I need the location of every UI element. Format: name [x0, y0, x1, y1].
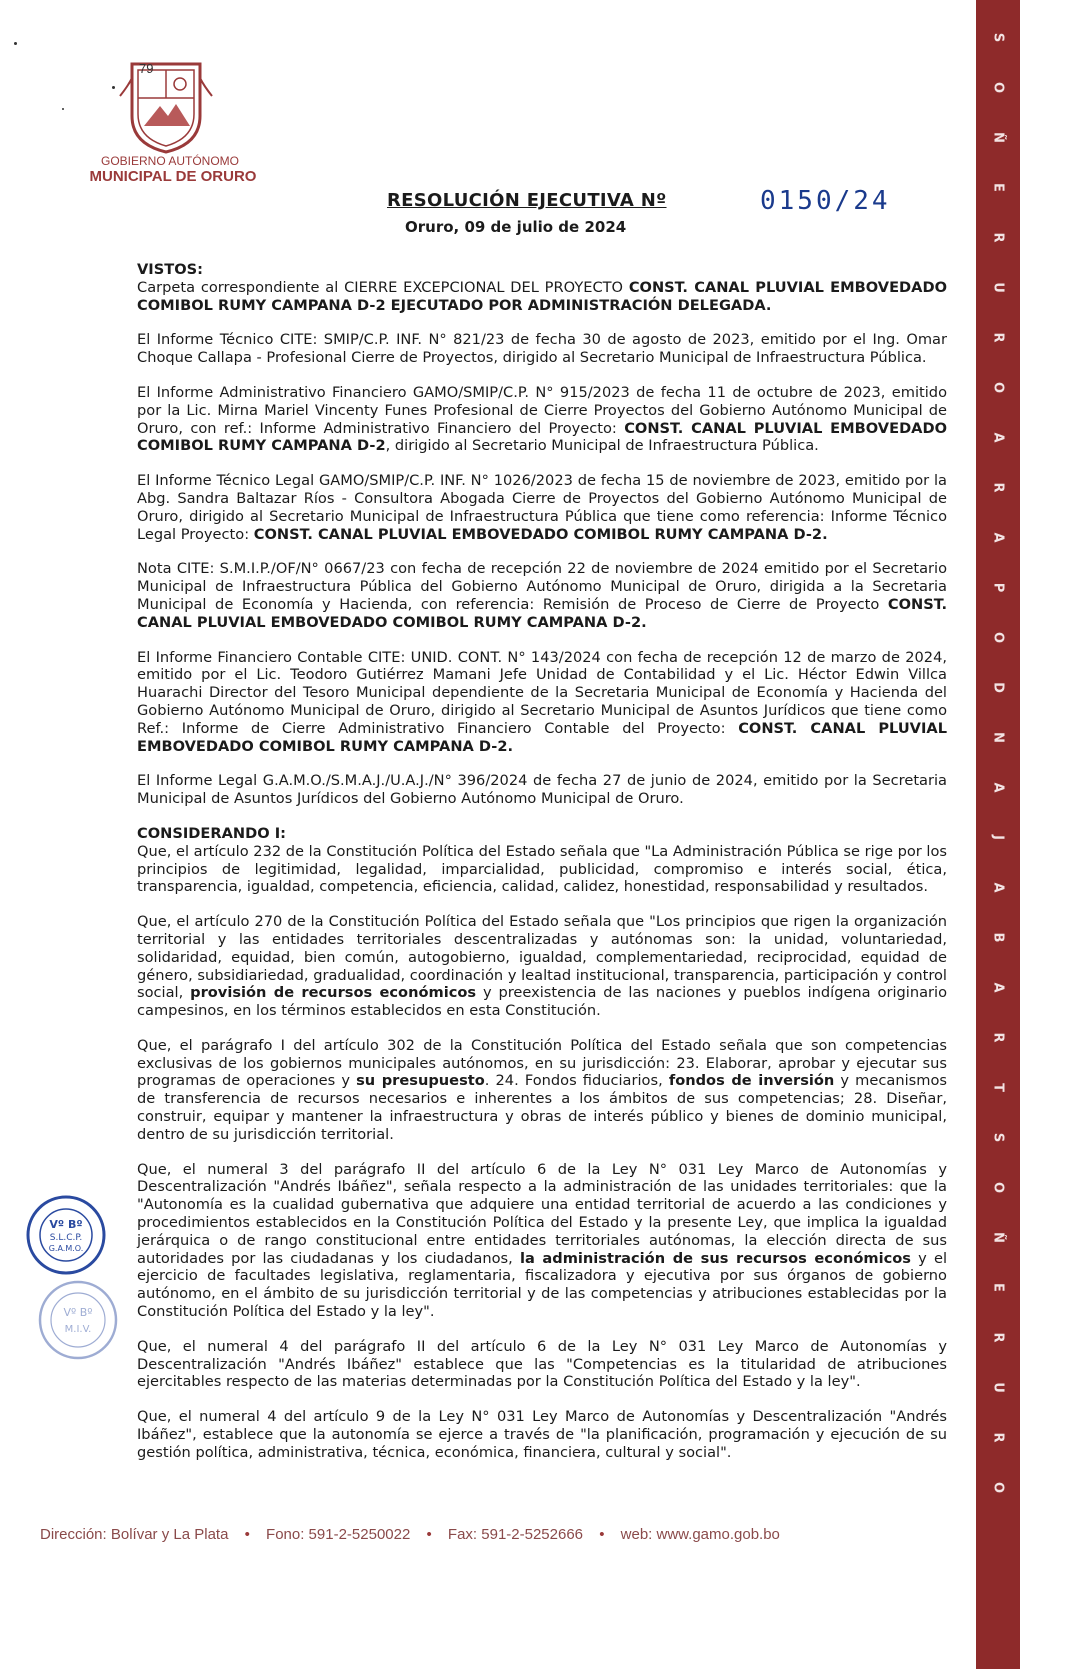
bold-run: CONST. CANAL PLUVIAL EMBOVEDADO COMIBOL RUMY CAMPANA D-2.	[137, 719, 948, 755]
vistos-paragraph	[137, 384, 947, 455]
scan-speck	[14, 42, 17, 45]
text-run: Que, el artículo 270 de la Constitución Política del Estado señala que "Los principios que rigen la organización territorial y las entidades territoriales descentralizadas y autónomas son: la unidad, voluntariedad, solidaridad, equidad, bien común, autogobierno, igualdad, complementariedad, reciprocidad, equidad de género, subsidiariedad, gradualidad, coordinación y lealtad institucional, transparencia, participación y control social,	[137, 913, 947, 1002]
page-number-mark: 79	[139, 61, 154, 76]
slogan-letter: O	[990, 381, 1006, 394]
bold-run: CONST. CANAL PLUVIAL EMBOVEDADO COMIBOL RUMY CAMPANA D-2.	[253, 525, 828, 543]
slogan-letter: T	[990, 1083, 1006, 1092]
approval-stamp-slcp	[25, 1194, 107, 1276]
text-run: El Informe Técnico Legal GAMO/SMIP/C.P. INF. N° 1026/2023 de fecha 15 de noviembre de 2023, emitido por la Abg. Sandra Baltazar Ríos - Consultora Abogada Cierre de Proyectos del Gobierno Autónomo Municipal de Oruro, dirigido al Secretario Municipal de Infraestructura Pública que tiene como referencia: Informe Técnico Legal Proyecto:	[137, 472, 947, 543]
vistos-paragraph	[137, 649, 947, 756]
slogan-letter: U	[990, 1382, 1006, 1393]
vistos-paragraph	[137, 560, 947, 631]
text-run: y mecanismos de transferencia de recursos necesarios e inherentes a los ámbitos de sus competencias; 28. Diseñar, construir, equipar y mantener la infraestructura y obras de interés público y bienes de dominio municipal, dentro de su jurisdicción territorial.	[137, 1072, 947, 1143]
text-run: Que, el numeral 3 del parágrafo II del artículo 6 de la Ley N° 031 Ley Marco de Autonomías y Descentralización "Andrés Ibáñez", señala respecto a la administración de las unidades territoriales: que la "Autonomía es la cualidad gubernativa que adquiere una entidad territorial de acuerdo a las condiciones y procedimientos establecidos en la Constitución Política del Estado y la presente Ley, que implica la igualdad jerárquica o de rango constitucional entre entidades territoriales autónomas, la elección directa de sus autoridades por las ciudadanas y los ciudadanos,	[137, 1160, 947, 1267]
slogan-letter: P	[990, 582, 1006, 593]
municipal-logo	[118, 56, 214, 156]
considerando-paragraph	[137, 1037, 947, 1144]
org-name-line1: GOBIERNO AUTÓNOMO	[100, 154, 239, 168]
stamp-text: M.I.V.	[64, 1324, 92, 1335]
vistos-heading: VISTOS:	[137, 261, 203, 278]
bold-run: CONST. CANAL PLUVIAL EMBOVEDADO COMIBOL RUMY CAMPANA D-2.	[137, 595, 947, 631]
text-run: Carpeta correspondiente al CIERRE EXCEPCIONAL DEL PROYECTO	[137, 278, 629, 296]
slogan-letter: D	[990, 682, 1006, 693]
slogan-letter: A	[990, 432, 1006, 443]
footer-separator: •	[426, 1526, 432, 1543]
considerando-paragraph	[137, 913, 947, 1020]
slogan-letter: A	[990, 882, 1006, 893]
footer-address: Dirección: Bolívar y La Plata	[40, 1526, 229, 1543]
footer-web: web: www.gamo.gob.bo	[620, 1526, 780, 1543]
considerando-paragraph: Que, el numeral 4 del parágrafo II del artículo 6 de la Ley N° 031 Ley Marco de Autonomías y Descentralización "Andrés Ibáñez" establece que las "Competencias es la titularidad de atribuciones ejercitables respecto de las materias determinadas por la Constitución Política del Estado y la ley".	[137, 1337, 947, 1391]
stamp-text: Vº Bº	[63, 1306, 93, 1319]
bold-run: CONST. CANAL PLUVIAL EMBOVEDADO COMIBOL RUMY CAMPANA D-2	[137, 419, 947, 455]
scan-speck	[112, 86, 115, 89]
text-run: y preexistencia de las naciones y pueblos indígena originario campesinos, en los términos establecidos en esta Constitución.	[137, 984, 947, 1020]
bold-run: CONST. CANAL PLUVIAL EMBOVEDADO COMIBOL RUMY CAMPANA D-2 EJECUTADO POR ADMINISTRACIÓN DELEGADA.	[137, 278, 947, 314]
slogan-letter: N	[990, 732, 1006, 743]
considerando-heading: CONSIDERANDO I:	[137, 824, 286, 842]
resolution-number: 0150/24	[760, 186, 891, 216]
vistos-paragraph	[137, 472, 947, 543]
approval-stamp-miv	[36, 1278, 120, 1362]
slogan-letter: E	[990, 1283, 1006, 1292]
slogan-letter: S	[990, 1132, 1006, 1143]
bold-run: su presupuesto	[356, 1072, 485, 1090]
slogan-letter: A	[990, 532, 1006, 543]
slogan-letter: A	[990, 982, 1006, 993]
text-run: El Informe Financiero Contable CITE: UNID. CONT. N° 143/2024 con fecha de recepción 12 de marzo de 2024, emitido por el Lic. Teodoro Gutiérrez Mamani Jefe Unidad de Contabilidad y el Lic. Héctor Edwin Villca Huarachi Director del Tesoro Municipal dependiente de la Secretaria Municipal de Economía y Hacienda del Gobierno Autónomo Municipal de Oruro, dirigido al Secretario Municipal de Asuntos Jurídicos que tiene como Ref.: Informe de Cierre Administrativo Financiero Contable del Proyecto:	[137, 648, 947, 737]
considerando-paragraph: Que, el numeral 4 del artículo 9 de la Ley N° 031 Ley Marco de Autonomías y Descentralización "Andrés Ibáñez", establece que la autonomía se ejerce a través de "la planificación, programación y ejecución de su gestión política, administrativa, técnica, económica, financiera, cultural y social".	[137, 1408, 947, 1461]
stamp-text: Vº Bº	[49, 1218, 83, 1231]
slogan-letter: J	[990, 835, 1006, 840]
footer-separator: •	[599, 1526, 605, 1543]
considerando-paragraph	[137, 1161, 947, 1321]
resolution-date: Oruro, 09 de julio de 2024	[405, 218, 627, 236]
org-name-line2: MUNICIPAL DE ORURO	[89, 168, 257, 185]
page-footer	[40, 1526, 920, 1543]
slogan-letter: O	[990, 1181, 1006, 1194]
slogan-letter: O	[990, 631, 1006, 644]
slogan-letter: U	[990, 282, 1006, 293]
page-margin	[1020, 0, 1081, 1669]
slogan-letter: R	[990, 232, 1006, 243]
slogan-letter: R	[990, 1032, 1006, 1043]
scan-speck	[62, 108, 64, 110]
slogan-letter: S	[990, 32, 1006, 43]
footer-separator: •	[244, 1526, 250, 1543]
considerando-paragraph: Que, el artículo 232 de la Constitución Política del Estado señala que "La Administración Pública se rige por los principios de legitimidad, legalidad, imparcialidad, publicidad, compromiso e interés social, ética, transparencia, igualdad, competencia, eficiencia, calidad, calidez, honestidad, responsabilidad y resultados.	[137, 842, 947, 896]
slogan-letter: R	[990, 482, 1006, 493]
slogan-letter: R	[990, 1332, 1006, 1343]
vistos-paragraph	[137, 279, 947, 315]
bold-run: provisión de recursos económicos	[190, 984, 477, 1002]
text-run: . 24. Fondos fiduciarios,	[484, 1072, 669, 1090]
slogan-letter: Ñ	[990, 132, 1006, 143]
slogan-letter: O	[990, 81, 1006, 94]
text-run: El Informe Administrativo Financiero GAMO/SMIP/C.P. N° 915/2023 de fecha 11 de octubre de 2023, emitido por la Lic. Mirna Mariel Vincenty Funes Profesional de Cierre Proyectos del Gobierno Autónomo Municipal de Oruro, con ref.: Informe Administrativo Financiero del Proyecto:	[137, 383, 947, 437]
footer-fax: Fax: 591-2-5252666	[447, 1526, 584, 1543]
vistos-paragraph: El Informe Legal G.A.M.O./S.M.A.J./U.A.J./N° 396/2024 de fecha 27 de junio de 2024, emitido por la Secretaria Municipal de Asuntos Jurídicos del Gobierno Autónomo Municipal de Oruro.	[137, 772, 947, 808]
text-run: Nota CITE: S.M.I.P./OF/N° 0667/23 con fecha de recepción 22 de noviembre de 2024 emitido por el Secretario Municipal de Infraestructura Pública del Gobierno Autónomo Municipal de Oruro, dirigida a la Secretaria Municipal de Economía y Hacienda, con referencia: Remisión de Proceso de Cierre de Proyecto	[137, 560, 947, 613]
slogan-letter: B	[990, 932, 1006, 943]
stamp-text: G.A.M.O.	[48, 1244, 84, 1253]
slogan-letter: R	[990, 1432, 1006, 1443]
text-run: , dirigido al Secretario Municipal de Infraestructura Pública.	[385, 437, 819, 455]
resolution-title: RESOLUCIÓN EJECUTIVA Nº	[387, 190, 667, 211]
vistos-paragraph: El Informe Técnico CITE: SMIP/C.P. INF. N° 821/23 de fecha 30 de agosto de 2023, emitido por el Ing. Omar Choque Callapa - Profesional Cierre de Proyectos, dirigido al Secretario Municipal de Infraestructura Pública.	[137, 331, 947, 367]
stamp-text: S.L.C.P.	[49, 1233, 83, 1243]
document-body	[137, 261, 947, 1462]
bold-run: fondos de inversión	[668, 1072, 835, 1090]
text-run: Que, el parágrafo I del artículo 302 de la Constitución Política del Estado señala que son competencias exclusivas de los gobiernos municipales autónomos, en su jurisdicción: 23. Elaborar, aprobar y ejecutar sus programas de operaciones y	[137, 1036, 947, 1090]
slogan-letter: E	[990, 183, 1006, 192]
bold-run: la administración de sus recursos económicos	[519, 1249, 911, 1267]
footer-phone: Fono: 591-2-5250022	[266, 1526, 411, 1543]
slogan-letter: O	[990, 1481, 1006, 1494]
slogan-letter: A	[990, 782, 1006, 793]
text-run: y el ejercicio de facultades legislativa, reglamentaria, fiscalizadora y ejecutiva por sus órganos de gobierno autónomo, en el ámbito de su jurisdicción territorial y de las competencias y atribuciones establecidas por la Constitución Política del Estado y la ley".	[137, 1249, 948, 1321]
slogan-letter: R	[990, 332, 1006, 343]
slogan-letter: Ñ	[990, 1232, 1006, 1243]
